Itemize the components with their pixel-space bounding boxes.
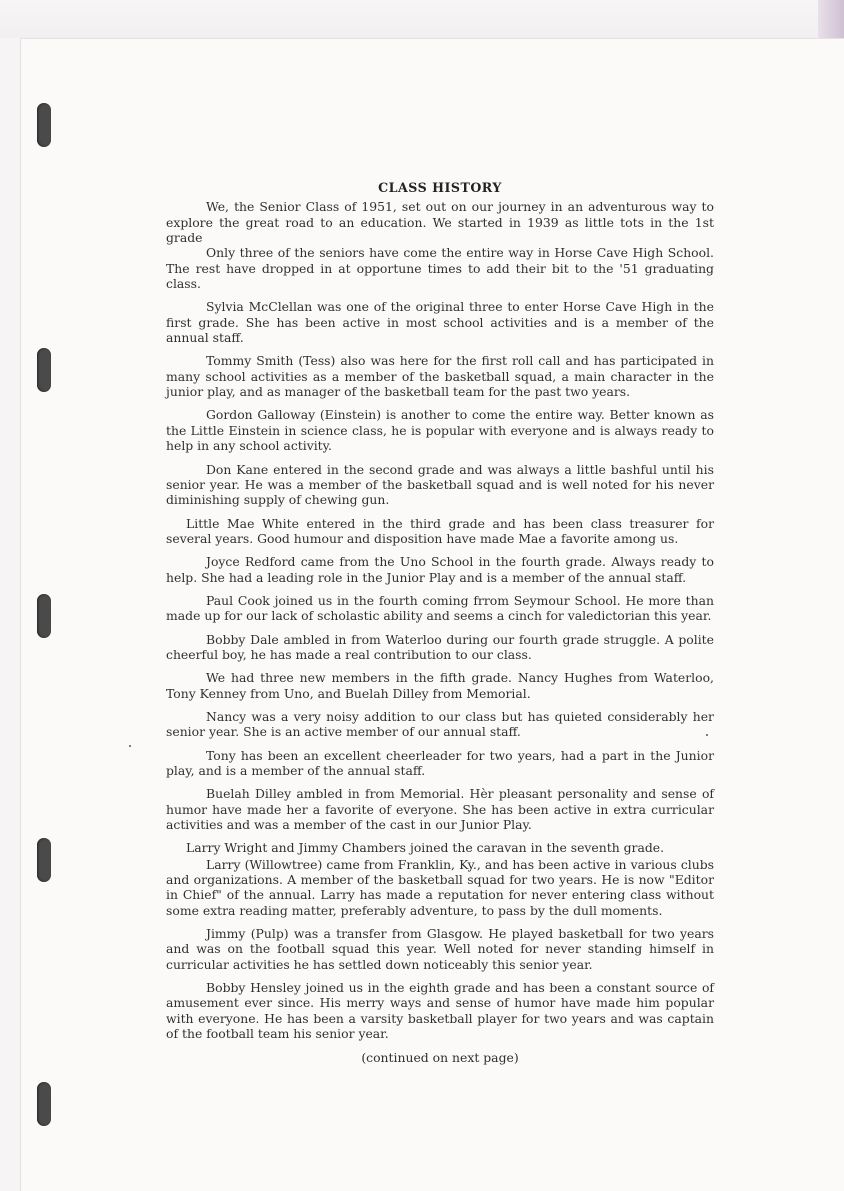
paragraph: Larry Wright and Jimmy Chambers joined the caravan in the seventh grade. [186,840,665,856]
paragraph: Larry (Willowtree) came from Franklin, Ky., and has been active in various clubs and organizations. A member of the basketball squad for two years. He is now "Editor in Chief" of the annual. Larry has made a reputation for never entering class without some extra reading matter, preferably adventure, to pass by the dull moments. [166,856,714,918]
paragraph: Sylvia McClellan was one of the original three to enter Horse Cave High in the first grade. She has been active in most school activities and is a member of the annual staff. [166,299,714,346]
paragraph: Little Mae White entered in the third grade and has been class treasurer for several years. Good humour and disposition have made Mae a favorite among us. [166,515,714,546]
continued-note: (continued on next page) [361,1049,519,1065]
paragraph: Jimmy (Pulp) was a transfer from Glasgow. He played basketball for two years and was on the football squad this year. Well noted for never standing himself in curricular activities he has settled down noticeably this senior year. [166,926,714,972]
paragraph: Joyce Redford came from the Uno School in the fourth grade. Always ready to help. She had a leading role in the Junior Play and is a member of the annual staff. [166,554,714,585]
paragraph: Don Kane entered in the second grade and was always a little bashful until his senior year. He was a member of the basketball squad and is well noted for his never diminishing supply of chewing gun. [166,461,714,508]
paragraph: Bobby Dale ambled in from Waterloo during our fourth grade struggle. A polite cheerful boy, he has made a real contribution to our class. [166,631,714,662]
paragraph: Buelah Dilley ambled in from Memorial. Hèr pleasant personality and sense of humor have made her a favorite of everyone. She has been active in extra curricular activities and was a member of the cast in our Junior Play. [166,786,714,833]
binder-hole [37,103,51,147]
binder-hole [37,838,51,882]
paragraph: Tommy Smith (Tess) also was here for the first roll call and has participated in many school activities as a member of the basketball squad, a main character in the junior play, and as manager of the basketball team for the past two years. [166,353,714,400]
scan-margin-top [0,0,844,38]
binder-hole [37,1082,51,1126]
paragraph: Tony has been an excellent cheerleader for two years, had a part in the Junior play, and is a member of the annual staff. [166,747,714,778]
paragraph: Paul Cook joined us in the fourth coming frrom Seymour School. He more than made up for our lack of scholastic ability and seems a cinch for valedictorian this year. [166,592,714,624]
binder-hole [37,348,51,392]
document-title: CLASS HISTORY [378,180,502,195]
scan-margin-corner [818,0,844,38]
class-history-text [166,180,714,1073]
paragraph: Only three of the seniors have come the entire way in Horse Cave High School. The rest have dropped in at opportune times to add their bit to the '51 graduating class. [166,245,714,292]
scan-margin-left [0,38,20,1191]
paragraph: We, the Senior Class of 1951, set out on our journey in an adventurous way to explore the great road to an education. We started in 1939 as little tots in the 1st grade [166,199,714,246]
speck [129,745,131,747]
paragraph: Bobby Hensley joined us in the eighth grade and has been a constant source of amusement ever since. His merry ways and sense of humor have made him popular with everyone. He has been a varsity basketball player for two years and was captain of the football team his senior year. [166,980,714,1042]
binder-hole [37,594,51,638]
paragraph: We had three new members in the fifth grade. Nancy Hughes from Waterloo, Tony Kenney from Uno, and Buelah Dilley from Memorial. [166,670,714,701]
paragraph: Gordon Galloway (Einstein) is another to come the entire way. Better known as the Little Einstein in science class, he is popular with everyone and is always ready to help in any school activity. [166,407,714,454]
paragraph: Nancy was a very noisy addition to our class but has quieted considerably her senior year. She is an active member of our annual staff. [166,708,714,740]
